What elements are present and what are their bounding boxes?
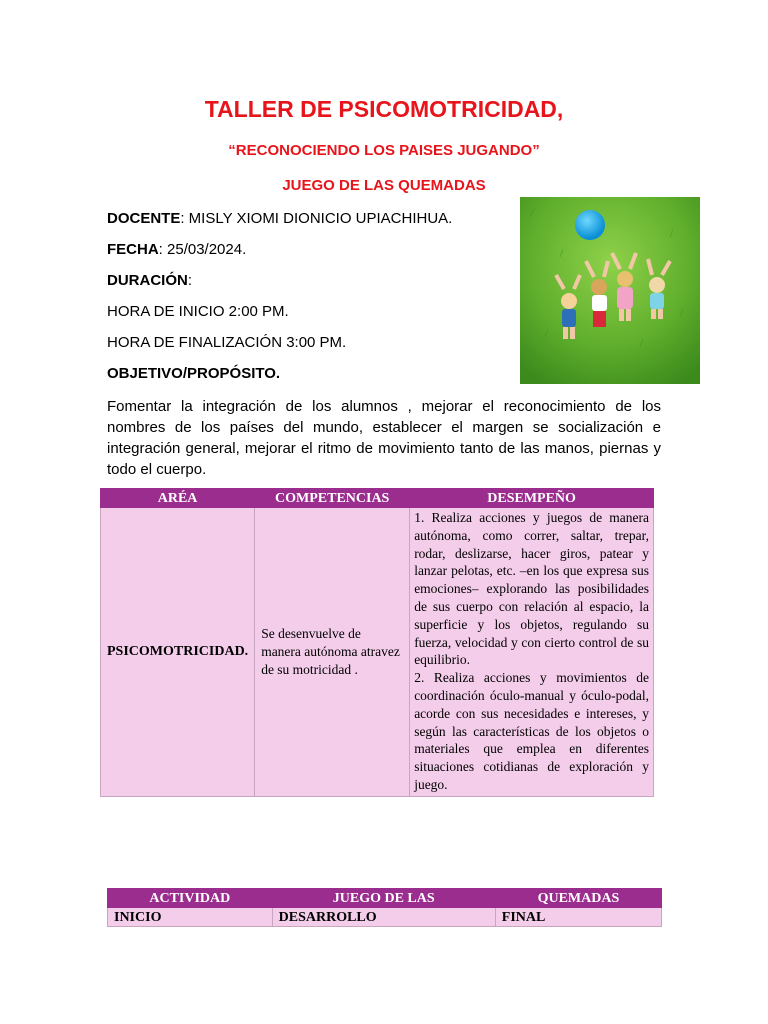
fecha-label: FECHA [107,241,159,258]
fecha-value: : 25/03/2024. [158,241,247,258]
cell-inicio: INICIO [108,908,273,927]
header-desempeno: DESEMPEÑO [410,489,654,508]
header-actividad: ACTIVIDAD [108,889,273,908]
document-subtitle: “RECONOCIENDO LOS PAISES JUGANDO” [228,142,540,159]
game-title: JUEGO DE LAS QUEMADAS [282,177,486,194]
header-juego-de-las: JUEGO DE LAS [272,889,495,908]
desempeno-cell [410,508,654,797]
objetivo-paragraph: Fomentar la integración de los alumnos , mejorar el reconocimiento de los nombres de los países del mundo, establecer el margen se socialización e integración general, mejorar el ritmo de movimiento tanto de las manos, piernas y todo el cuerpo. [107,398,661,478]
competencias-table [100,488,654,797]
docente-value: : MISLY XIOMI DIONICIO UPIACHIHUA. [180,210,453,227]
table-row [108,908,662,927]
document-title: TALLER DE PSICOMOTRICIDAD, [204,96,564,122]
header-area: ARÉA [101,489,255,508]
cell-desarrollo: DESARROLLO [272,908,495,927]
duracion-value: : [187,272,193,289]
hora-inicio: HORA DE INICIO 2:00 PM. [107,303,289,320]
duracion-line [107,272,192,289]
children-playing-ball-photo [520,197,700,384]
desempeno-item-1: 1. Realiza acciones y juegos de manera autónoma, como correr, saltar, trepar, rodar, deslizarse, hacer giros, patear y lanzar pelotas, etc. –en los que expresa sus emociones– explorando las posibilidades de sus cuerpo con relación al espacio, la superficie y los objetos, regulando su fuerza, velocidad y con cierto control de su equilibrio. [414,510,649,668]
docente-line [107,210,452,227]
table-header-row [101,489,654,508]
table-row [101,508,654,797]
header-quemadas: QUEMADAS [495,889,661,908]
desempeno-item-2: 2. Realiza acciones y movimientos de coordinación óculo-manual y óculo-podal, acorde con sus necesidades e intereses, y según las características de los objetos o materiales que emplea en diferentes situaciones cotidianas de exploración y juego. [414,670,649,792]
hora-fin: HORA DE FINALIZACIÓN 3:00 PM. [107,334,347,351]
table-header-row [108,889,662,908]
objetivo-label [107,365,280,382]
area-cell: PSICOMOTRICIDAD. [101,508,255,797]
competencia-cell: Se desenvuelve de manera autónoma atravez de su motricidad . [255,508,410,797]
docente-label: DOCENTE [107,210,181,227]
duracion-label: DURACIÓN [107,272,188,289]
actividad-table [107,888,662,927]
cell-final: FINAL [495,908,661,927]
objetivo-label-text: OBJETIVO/PROPÓSITO. [107,365,281,382]
header-competencias: COMPETENCIAS [255,489,410,508]
fecha-line [107,241,246,258]
